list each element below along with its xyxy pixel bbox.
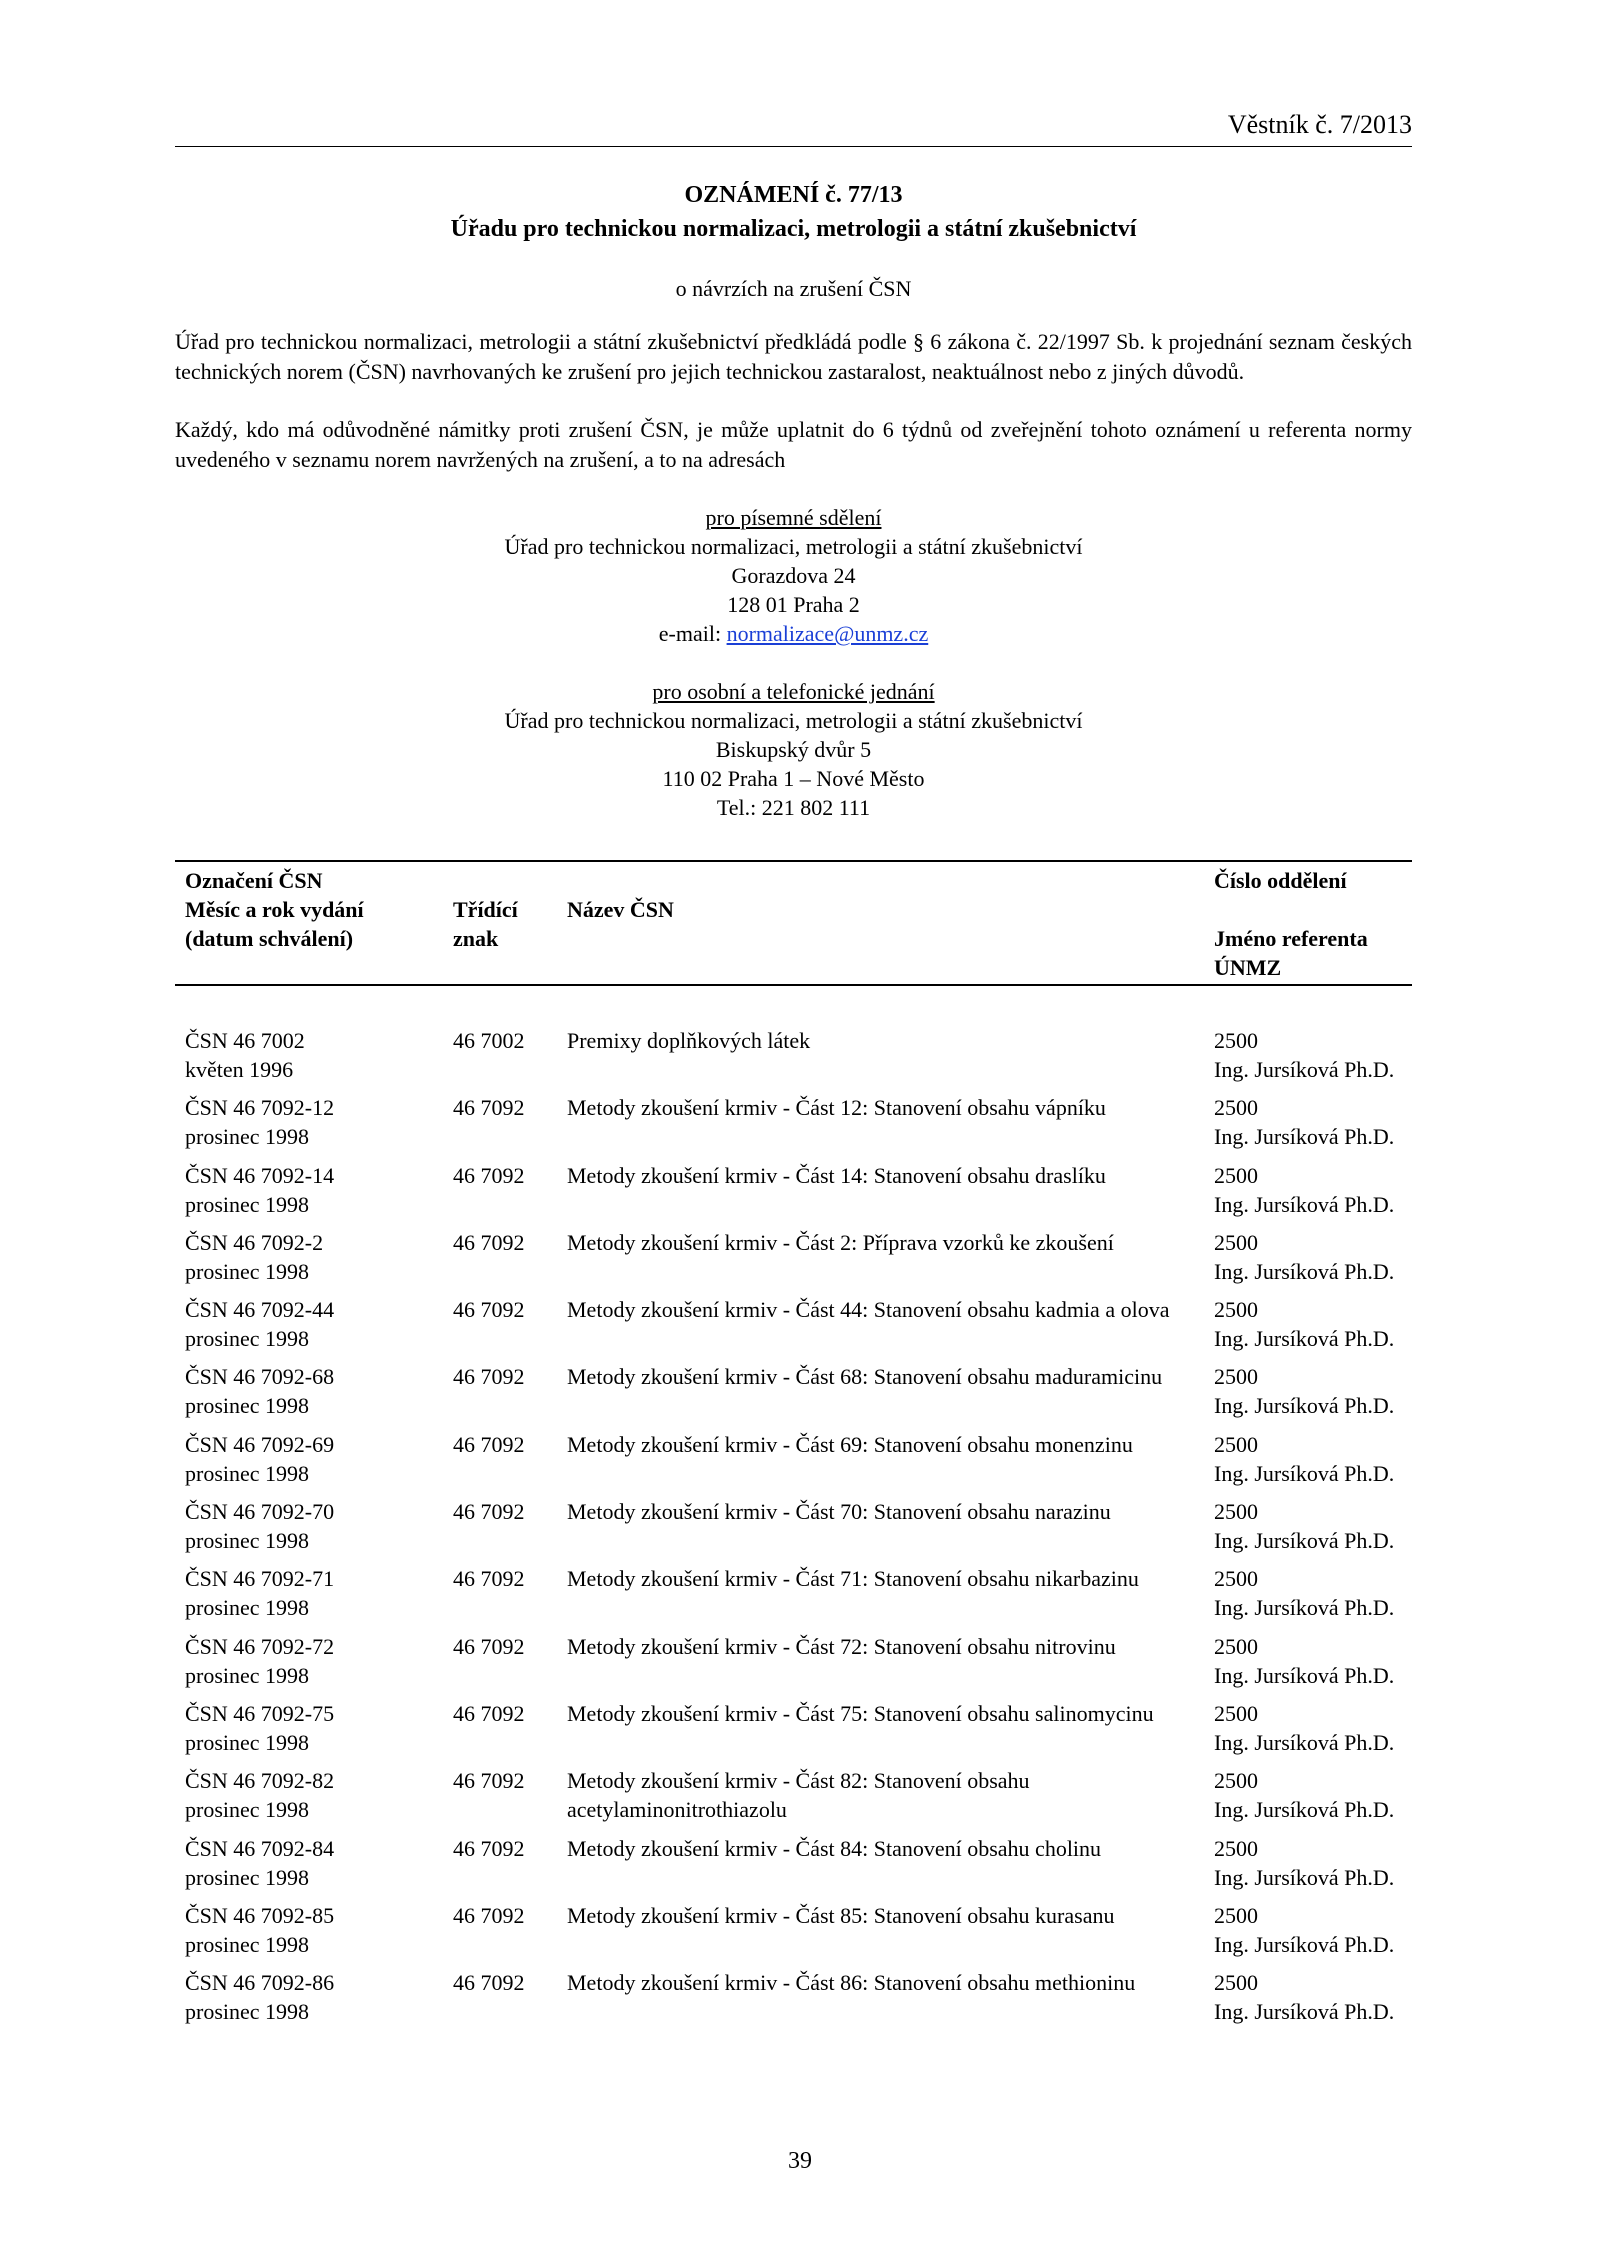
cell-department <box>1214 1430 1434 1488</box>
header-department-line2: Jméno referenta <box>1214 926 1368 951</box>
row-code: ČSN 46 7092-86 <box>185 1970 335 1996</box>
row-sort-code: 46 7092 <box>453 1633 525 1659</box>
row-dept: 2500 <box>1214 1229 1258 1255</box>
cell-department <box>1214 1093 1434 1151</box>
cell-standard-name <box>567 1026 1217 1055</box>
cell-department <box>1214 1968 1434 2026</box>
cell-standard-name <box>567 1093 1217 1122</box>
row-name: Metody zkoušení krmiv - Část 86: Stanovení obsahu methioninu <box>567 1970 1136 1996</box>
table-row <box>175 1497 1412 1564</box>
row-sort-code: 46 7092 <box>453 1566 525 1592</box>
cell-sort-code <box>453 1295 553 1324</box>
cell-standard-name <box>567 1161 1217 1190</box>
cell-department <box>1214 1497 1434 1555</box>
row-name: Metody zkoušení krmiv - Část 75: Stanovení obsahu salinomycinu <box>567 1700 1154 1726</box>
cell-standard-name <box>567 1968 1217 1997</box>
cell-sort-code <box>453 1968 553 1997</box>
cell-sort-code <box>453 1564 553 1593</box>
row-sort-code: 46 7092 <box>453 1297 525 1323</box>
cell-department <box>1214 1564 1434 1622</box>
cell-sort-code <box>453 1497 553 1526</box>
row-code: ČSN 46 7092-84 <box>185 1835 335 1861</box>
cell-designation <box>185 1362 435 1420</box>
row-date: prosinec 1998 <box>185 1931 310 1957</box>
header-designation-line3: (datum schválení) <box>185 926 354 951</box>
cell-designation <box>185 1834 435 1892</box>
row-code: ČSN 46 7092-70 <box>185 1499 335 1525</box>
row-code: ČSN 46 7092-82 <box>185 1768 335 1794</box>
header-sort-code <box>453 895 553 953</box>
row-dept: 2500 <box>1214 1297 1258 1323</box>
personal-contact-city: 110 02 Praha 1 – Nové Město <box>662 766 925 791</box>
table-top-rule <box>175 860 1412 862</box>
cell-sort-code <box>453 1632 553 1661</box>
personal-contact-address <box>175 677 1412 822</box>
cell-standard-name <box>567 1699 1217 1728</box>
row-dept: 2500 <box>1214 1633 1258 1659</box>
cell-department <box>1214 1632 1434 1690</box>
cell-standard-name <box>567 1901 1217 1930</box>
row-date: prosinec 1998 <box>185 1729 310 1755</box>
row-referent: Ing. Jursíková Ph.D. <box>1214 1460 1395 1486</box>
row-referent: Ing. Jursíková Ph.D. <box>1214 1662 1395 1688</box>
row-date: prosinec 1998 <box>185 1797 310 1823</box>
table-row <box>175 1968 1412 2035</box>
announcement-title-block <box>175 178 1412 302</box>
row-date: prosinec 1998 <box>185 1191 310 1217</box>
row-dept: 2500 <box>1214 1028 1258 1053</box>
cell-standard-name <box>567 1564 1217 1593</box>
cell-sort-code <box>453 1834 553 1863</box>
personal-contact-heading: pro osobní a telefonické jednání <box>652 679 935 704</box>
written-contact-org: Úřad pro technickou normalizaci, metrologii a státní zkušebnictví <box>504 534 1083 559</box>
row-referent: Ing. Jursíková Ph.D. <box>1214 1326 1395 1352</box>
row-dept: 2500 <box>1214 1499 1258 1525</box>
row-dept: 2500 <box>1214 1768 1258 1794</box>
cell-designation <box>185 1430 435 1488</box>
row-name: Metody zkoušení krmiv - Část 69: Stanovení obsahu monenzinu <box>567 1431 1133 1457</box>
row-name: Metody zkoušení krmiv - Část 68: Stanovení obsahu maduramicinu <box>567 1364 1163 1390</box>
row-sort-code: 46 7092 <box>453 1700 525 1726</box>
row-dept: 2500 <box>1214 1162 1258 1188</box>
row-date: prosinec 1998 <box>185 1528 310 1554</box>
row-name: Metody zkoušení krmiv - Část 71: Stanovení obsahu nikarbazinu <box>567 1566 1139 1592</box>
header-designation-line2: Měsíc a rok vydání <box>185 897 364 922</box>
cell-standard-name <box>567 1362 1217 1391</box>
cell-standard-name <box>567 1497 1217 1526</box>
row-sort-code: 46 7092 <box>453 1499 525 1525</box>
row-name: Metody zkoušení krmiv - Část 84: Stanovení obsahu cholinu <box>567 1835 1102 1861</box>
row-sort-code: 46 7092 <box>453 1970 525 1996</box>
row-sort-code: 46 7092 <box>453 1902 525 1928</box>
header-department-line1: Číslo oddělení <box>1214 868 1347 893</box>
row-code: ČSN 46 7092-72 <box>185 1633 335 1659</box>
row-code: ČSN 46 7092-85 <box>185 1902 335 1928</box>
intro-paragraph: Úřad pro technickou normalizaci, metrologii a státní zkušebnictví předkládá podle § 6 zákona č. 22/1997 Sb. k projednání seznam českých technických norem (ČSN) navrhovaných ke zrušení pro jejich technickou zastaralost, neaktuálnost nebo z jiných důvodů. <box>175 329 1412 384</box>
cell-sort-code <box>453 1766 553 1795</box>
header-standard-name: Název ČSN <box>567 897 674 922</box>
row-name: Metody zkoušení krmiv - Část 85: Stanovení obsahu kurasanu <box>567 1902 1115 1928</box>
row-code: ČSN 46 7092-44 <box>185 1297 335 1323</box>
row-referent: Ing. Jursíková Ph.D. <box>1214 1931 1395 1957</box>
row-referent: Ing. Jursíková Ph.D. <box>1214 1057 1395 1082</box>
row-sort-code: 46 7092 <box>453 1431 525 1457</box>
row-referent: Ing. Jursíková Ph.D. <box>1214 1191 1395 1217</box>
objection-paragraph: Každý, kdo má odůvodněné námitky proti zrušení ČSN, je může uplatnit do 6 týdnů od zveřejnění tohoto oznámení u referenta normy uvedeného v seznamu norem navržených na zrušení, a to na adresách <box>175 417 1412 472</box>
cell-designation <box>185 1228 435 1286</box>
table-row <box>175 1228 1412 1295</box>
header-department-line3: ÚNMZ <box>1214 955 1282 980</box>
header-divider <box>175 146 1412 147</box>
row-code: ČSN 46 7002 <box>185 1028 305 1053</box>
cell-standard-name <box>567 1430 1217 1459</box>
cell-sort-code <box>453 1026 553 1055</box>
row-name: Metody zkoušení krmiv - Část 14: Stanovení obsahu draslíku <box>567 1162 1106 1188</box>
row-name: Metody zkoušení krmiv - Část 70: Stanovení obsahu narazinu <box>567 1499 1111 1525</box>
page-number: 39 <box>788 2148 812 2174</box>
row-referent: Ing. Jursíková Ph.D. <box>1214 1595 1395 1621</box>
table-header <box>175 866 1412 982</box>
row-referent: Ing. Jursíková Ph.D. <box>1214 1258 1395 1284</box>
table-row <box>175 1699 1412 1766</box>
row-code: ČSN 46 7092-75 <box>185 1700 335 1726</box>
announcement-title: OZNÁMENÍ č. 77/13 <box>684 182 903 208</box>
row-referent: Ing. Jursíková Ph.D. <box>1214 1864 1395 1890</box>
row-dept: 2500 <box>1214 1095 1258 1121</box>
personal-contact-org: Úřad pro technickou normalizaci, metrologii a státní zkušebnictví <box>504 708 1083 733</box>
cell-designation <box>185 1026 435 1084</box>
row-dept: 2500 <box>1214 1835 1258 1861</box>
row-code: ČSN 46 7092-69 <box>185 1431 335 1457</box>
table-row <box>175 1564 1412 1631</box>
header-department <box>1214 866 1434 982</box>
email-label: e-mail: <box>658 621 727 646</box>
written-contact-email-line <box>175 619 1412 648</box>
written-contact-address <box>175 503 1412 648</box>
row-sort-code: 46 7092 <box>453 1162 525 1188</box>
cell-sort-code <box>453 1362 553 1391</box>
row-sort-code: 46 7092 <box>453 1095 525 1121</box>
row-referent: Ing. Jursíková Ph.D. <box>1214 1999 1395 2025</box>
row-code: ČSN 46 7092-71 <box>185 1566 335 1592</box>
row-referent: Ing. Jursíková Ph.D. <box>1214 1124 1395 1150</box>
row-code: ČSN 46 7092-2 <box>185 1229 324 1255</box>
header-sort-code-line1: Třídící <box>453 897 518 922</box>
header-designation <box>185 866 435 953</box>
cell-designation <box>185 1161 435 1219</box>
publication-header: Věstník č. 7/2013 <box>1227 110 1412 139</box>
cell-designation <box>185 1497 435 1555</box>
table-row <box>175 1834 1412 1901</box>
row-referent: Ing. Jursíková Ph.D. <box>1214 1393 1395 1419</box>
row-name: Metody zkoušení krmiv - Část 44: Stanovení obsahu kadmia a olova <box>567 1297 1170 1323</box>
row-date: prosinec 1998 <box>185 1662 310 1688</box>
table-row <box>175 1430 1412 1497</box>
row-name: Metody zkoušení krmiv - Část 2: Příprava vzorků ke zkoušení <box>567 1229 1114 1255</box>
written-contact-heading: pro písemné sdělení <box>705 505 882 530</box>
cell-sort-code <box>453 1699 553 1728</box>
cell-designation <box>185 1699 435 1757</box>
row-referent: Ing. Jursíková Ph.D. <box>1214 1528 1395 1554</box>
cell-standard-name <box>567 1834 1217 1863</box>
table-row <box>175 1766 1412 1833</box>
personal-contact-street: Biskupský dvůr 5 <box>715 737 872 762</box>
cell-designation <box>185 1766 435 1824</box>
written-contact-city: 128 01 Praha 2 <box>727 592 860 617</box>
cell-department <box>1214 1161 1434 1219</box>
row-sort-code: 46 7092 <box>453 1364 525 1390</box>
row-dept: 2500 <box>1214 1902 1258 1928</box>
table-row <box>175 1632 1412 1699</box>
row-dept: 2500 <box>1214 1431 1258 1457</box>
table-row <box>175 1026 1412 1093</box>
cell-department <box>1214 1766 1434 1824</box>
issuing-office: Úřadu pro technickou normalizaci, metrologii a státní zkušebnictví <box>450 216 1137 242</box>
row-code: ČSN 46 7092-68 <box>185 1364 335 1390</box>
cell-department <box>1214 1026 1434 1084</box>
table-body <box>175 1026 1412 2035</box>
cell-standard-name <box>567 1295 1217 1324</box>
cell-department <box>1214 1901 1434 1959</box>
cell-designation <box>185 1093 435 1151</box>
row-name: Metody zkoušení krmiv - Část 82: Stanovení obsahu acetylaminonitrothiazolu <box>567 1768 1030 1823</box>
row-name: Metody zkoušení krmiv - Část 12: Stanovení obsahu vápníku <box>567 1095 1106 1121</box>
table-row <box>175 1093 1412 1160</box>
row-name: Metody zkoušení krmiv - Část 72: Stanovení obsahu nitrovinu <box>567 1633 1116 1659</box>
table-row <box>175 1295 1412 1362</box>
personal-contact-phone: Tel.: 221 802 111 <box>716 795 871 820</box>
cell-designation <box>185 1968 435 2026</box>
row-date: prosinec 1998 <box>185 1124 310 1150</box>
row-referent: Ing. Jursíková Ph.D. <box>1214 1729 1395 1755</box>
row-sort-code: 46 7092 <box>453 1229 525 1255</box>
cell-standard-name <box>567 1632 1217 1661</box>
row-date: prosinec 1998 <box>185 1326 310 1352</box>
cell-sort-code <box>453 1901 553 1930</box>
written-contact-street: Gorazdova 24 <box>731 563 856 588</box>
cell-department <box>1214 1228 1434 1286</box>
row-date: prosinec 1998 <box>185 1393 310 1419</box>
row-sort-code: 46 7092 <box>453 1835 525 1861</box>
cell-sort-code <box>453 1093 553 1122</box>
row-referent: Ing. Jursíková Ph.D. <box>1214 1797 1395 1823</box>
announcement-subtitle: o návrzích na zrušení ČSN <box>675 276 912 301</box>
table-row <box>175 1161 1412 1228</box>
cell-sort-code <box>453 1161 553 1190</box>
row-name: Premixy doplňkových látek <box>567 1028 811 1053</box>
row-date: prosinec 1998 <box>185 1460 310 1486</box>
row-dept: 2500 <box>1214 1364 1258 1390</box>
cell-department <box>1214 1699 1434 1757</box>
cell-standard-name <box>567 1228 1217 1257</box>
cell-standard-name <box>567 1766 1217 1824</box>
table-row <box>175 1362 1412 1429</box>
cell-department <box>1214 1834 1434 1892</box>
email-link[interactable]: normalizace@unmz.cz <box>726 621 929 646</box>
row-date: prosinec 1998 <box>185 1999 310 2025</box>
table-row <box>175 1901 1412 1968</box>
row-date: květen 1996 <box>185 1057 294 1082</box>
table-header-bottom-rule <box>175 984 1412 986</box>
header-sort-code-line2: znak <box>453 926 499 951</box>
cell-department <box>1214 1362 1434 1420</box>
row-date: prosinec 1998 <box>185 1595 310 1621</box>
cell-designation <box>185 1632 435 1690</box>
row-date: prosinec 1998 <box>185 1258 310 1284</box>
row-code: ČSN 46 7092-14 <box>185 1162 335 1188</box>
row-code: ČSN 46 7092-12 <box>185 1095 335 1121</box>
cell-designation <box>185 1295 435 1353</box>
header-designation-line1: Označení ČSN <box>185 868 323 893</box>
cell-designation <box>185 1901 435 1959</box>
cell-sort-code <box>453 1430 553 1459</box>
row-sort-code: 46 7092 <box>453 1768 525 1794</box>
row-dept: 2500 <box>1214 1970 1258 1996</box>
row-sort-code: 46 7002 <box>453 1028 525 1053</box>
cell-department <box>1214 1295 1434 1353</box>
row-dept: 2500 <box>1214 1566 1258 1592</box>
row-dept: 2500 <box>1214 1700 1258 1726</box>
cell-designation <box>185 1564 435 1622</box>
row-date: prosinec 1998 <box>185 1864 310 1890</box>
cell-sort-code <box>453 1228 553 1257</box>
